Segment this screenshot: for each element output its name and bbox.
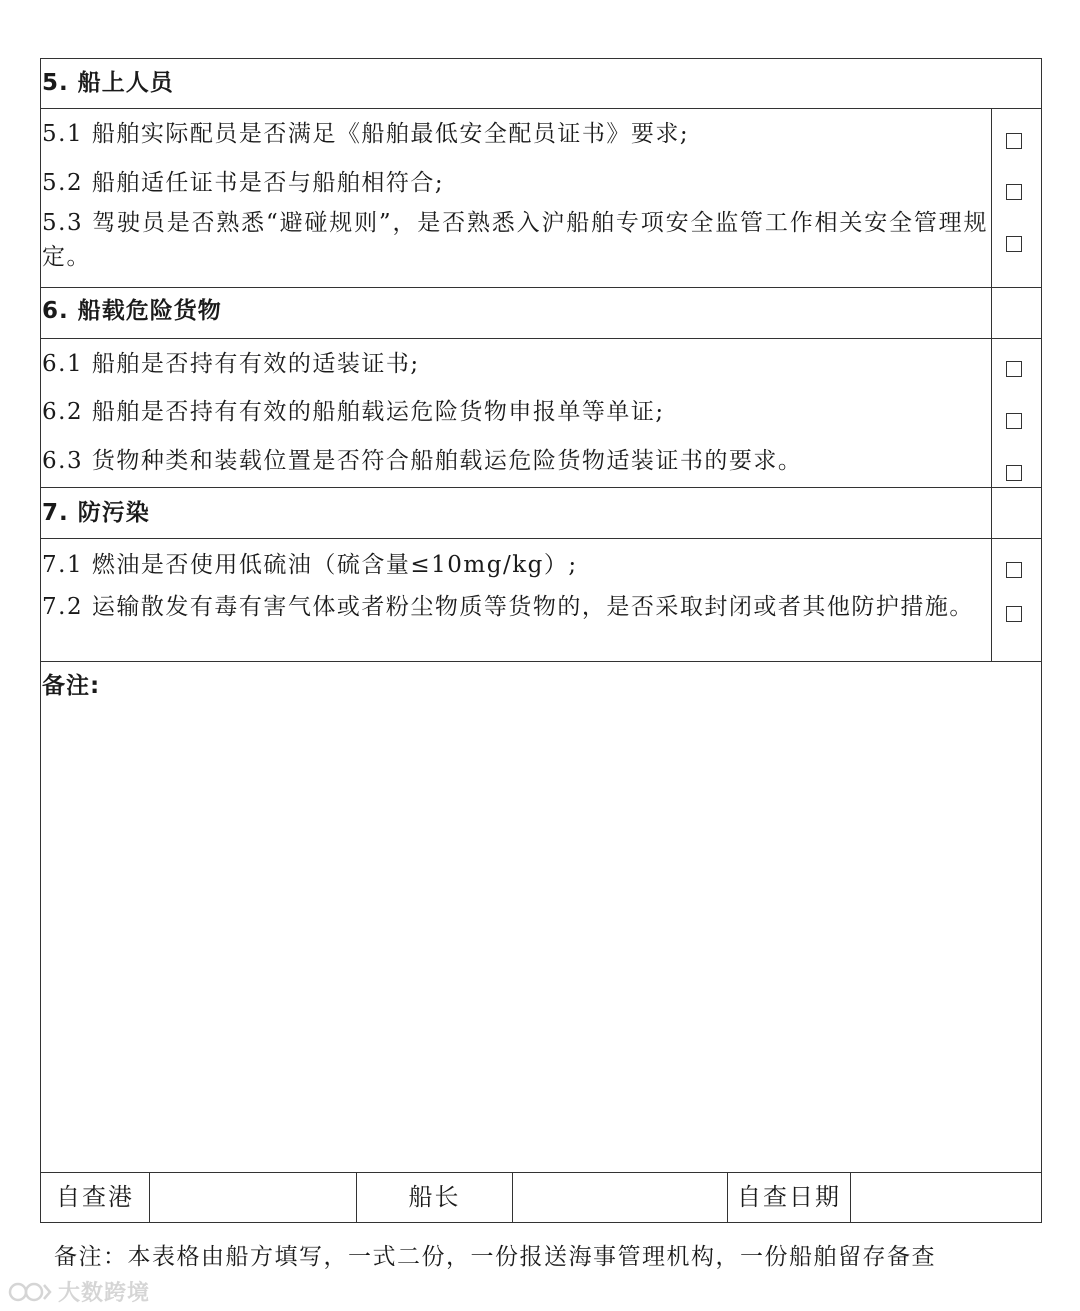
row-divider	[40, 287, 1042, 288]
captain-label: 船长	[408, 1183, 461, 1211]
checkbox-7-2[interactable]	[1006, 606, 1022, 622]
remarks-label: 备注:	[42, 673, 101, 699]
checkbox-column-divider	[991, 108, 992, 661]
checkbox-5-1[interactable]	[1006, 133, 1022, 149]
self-check-port-label: 自查港	[56, 1183, 134, 1211]
section-heading-dangerous-goods: 6. 船载危险货物	[42, 298, 222, 324]
checklist-item-6-2: 6.2 船舶是否持有有效的船舶载运危险货物申报单等单证;	[42, 399, 665, 425]
section-heading-pollution: 7. 防污染	[42, 500, 150, 526]
watermark-text: 大数跨境	[58, 1281, 151, 1306]
checkbox-6-2[interactable]	[1006, 413, 1022, 429]
self-check-date-label: 自查日期	[737, 1183, 841, 1211]
self-check-port-field[interactable]	[150, 1172, 356, 1222]
row-divider	[40, 538, 1042, 539]
checkbox-5-2[interactable]	[1006, 184, 1022, 200]
row-divider	[40, 338, 1042, 339]
checklist-item-5-2: 5.2 船舶适任证书是否与船舶相符合;	[42, 170, 445, 196]
checkbox-5-3[interactable]	[1006, 236, 1022, 252]
checkbox-6-3[interactable]	[1006, 465, 1022, 481]
remarks-area[interactable]	[42, 700, 1038, 1168]
captain-field[interactable]	[513, 1172, 727, 1222]
checklist-item-6-1: 6.1 船舶是否持有有效的适装证书;	[42, 351, 420, 377]
checklist-item-7-2: 7.2 运输散发有毒有害气体或者粉尘物质等货物的，是否采取封闭或者其他防护措施。	[42, 594, 974, 620]
checklist-item-7-1: 7.1 燃油是否使用低硫油（硫含量≤10mg/kg）;	[42, 552, 578, 578]
footnote: 备注：本表格由船方填写，一式二份，一份报送海事管理机构，一份船舶留存备查	[54, 1244, 936, 1270]
row-divider	[40, 487, 1042, 488]
watermark	[8, 1276, 150, 1307]
checklist-item-5-3: 5.3 驾驶员是否熟悉“避碰规则”，是否熟悉入沪船舶专项安全监管工作相关安全管理规定。	[42, 210, 988, 270]
checkbox-6-1[interactable]	[1006, 361, 1022, 377]
checklist-item-6-3: 6.3 货物种类和装载位置是否符合船舶载运危险货物适装证书的要求。	[42, 448, 803, 474]
checkbox-7-1[interactable]	[1006, 562, 1022, 578]
checklist-item-5-1: 5.1 船舶实际配员是否满足《船舶最低安全配员证书》要求;	[42, 121, 690, 147]
section-heading-crew: 5. 船上人员	[42, 70, 174, 96]
row-divider	[40, 108, 1042, 109]
self-check-date-field[interactable]	[851, 1172, 1041, 1222]
watermark-logo-icon	[8, 1279, 52, 1305]
row-divider	[40, 661, 1042, 662]
